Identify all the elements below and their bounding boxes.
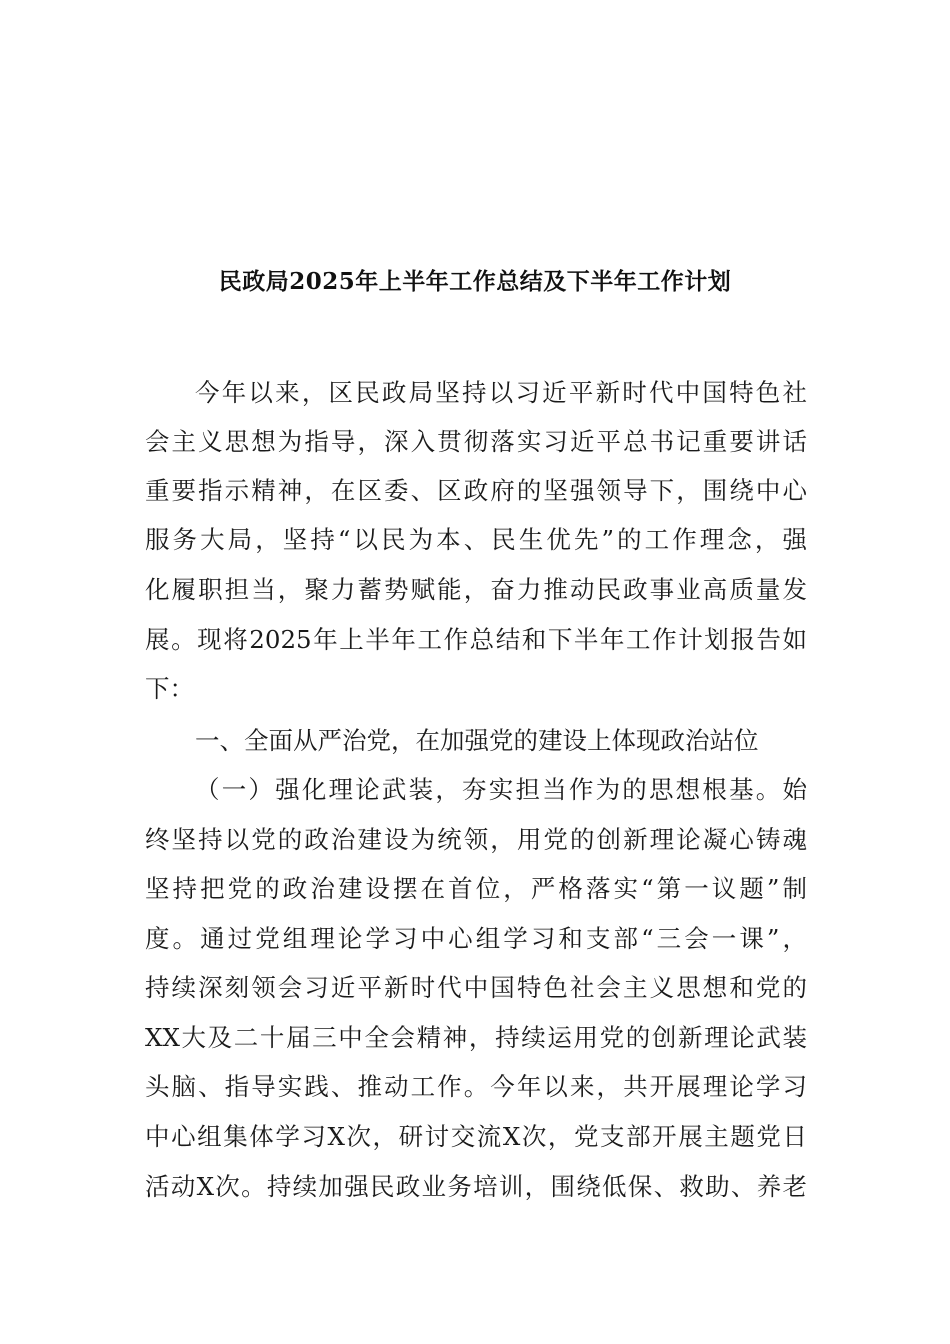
section-heading: 一、全面从严治党，在加强党的建设上体现政治站位 <box>195 726 759 755</box>
paragraph-line: XX大及二十届三中全会精神，持续运用党的创新理论武装 <box>145 1023 807 1052</box>
paragraph-line: （一）强化理论武装，夯实担当作为的思想根基。始 <box>195 775 807 804</box>
paragraph-line: 服务大局，坚持“以民为本、民生优先”的工作理念，强 <box>145 525 807 554</box>
paragraph-line: 活动X次。持续加强民政业务培训，围绕低保、救助、养老 <box>145 1172 807 1201</box>
paragraph-line: 下： <box>145 674 194 703</box>
paragraph-line: 头脑、指导实践、推动工作。今年以来，共开展理论学习 <box>145 1072 807 1101</box>
paragraph-line: 坚持把党的政治建设摆在首位，严格落实“第一议题”制 <box>145 874 807 903</box>
paragraph-line: 持续深刻领会习近平新时代中国特色社会主义思想和党的 <box>145 973 807 1002</box>
paragraph-line: 重要指示精神，在区委、区政府的坚强领导下，围绕中心 <box>145 476 807 505</box>
paragraph-line: 度。通过党组理论学习中心组学习和支部“三会一课”， <box>145 924 807 953</box>
paragraph-line: 今年以来，区民政局坚持以习近平新时代中国特色社 <box>195 378 807 407</box>
paragraph-line: 化履职担当，聚力蓄势赋能，奋力推动民政事业高质量发 <box>145 575 807 604</box>
paragraph-line: 会主义思想为指导，深入贯彻落实习近平总书记重要讲话 <box>145 427 807 456</box>
paragraph-line: 终坚持以党的政治建设为统领，用党的创新理论凝心铸魂 <box>145 825 807 854</box>
paragraph-line: 展。现将2025年上半年工作总结和下半年工作计划报告如 <box>145 625 807 654</box>
paragraph-line: 中心组集体学习X次，研讨交流X次，党支部开展主题党日 <box>145 1122 807 1151</box>
document-title: 民政局2025年上半年工作总结及下半年工作计划 <box>218 268 732 295</box>
